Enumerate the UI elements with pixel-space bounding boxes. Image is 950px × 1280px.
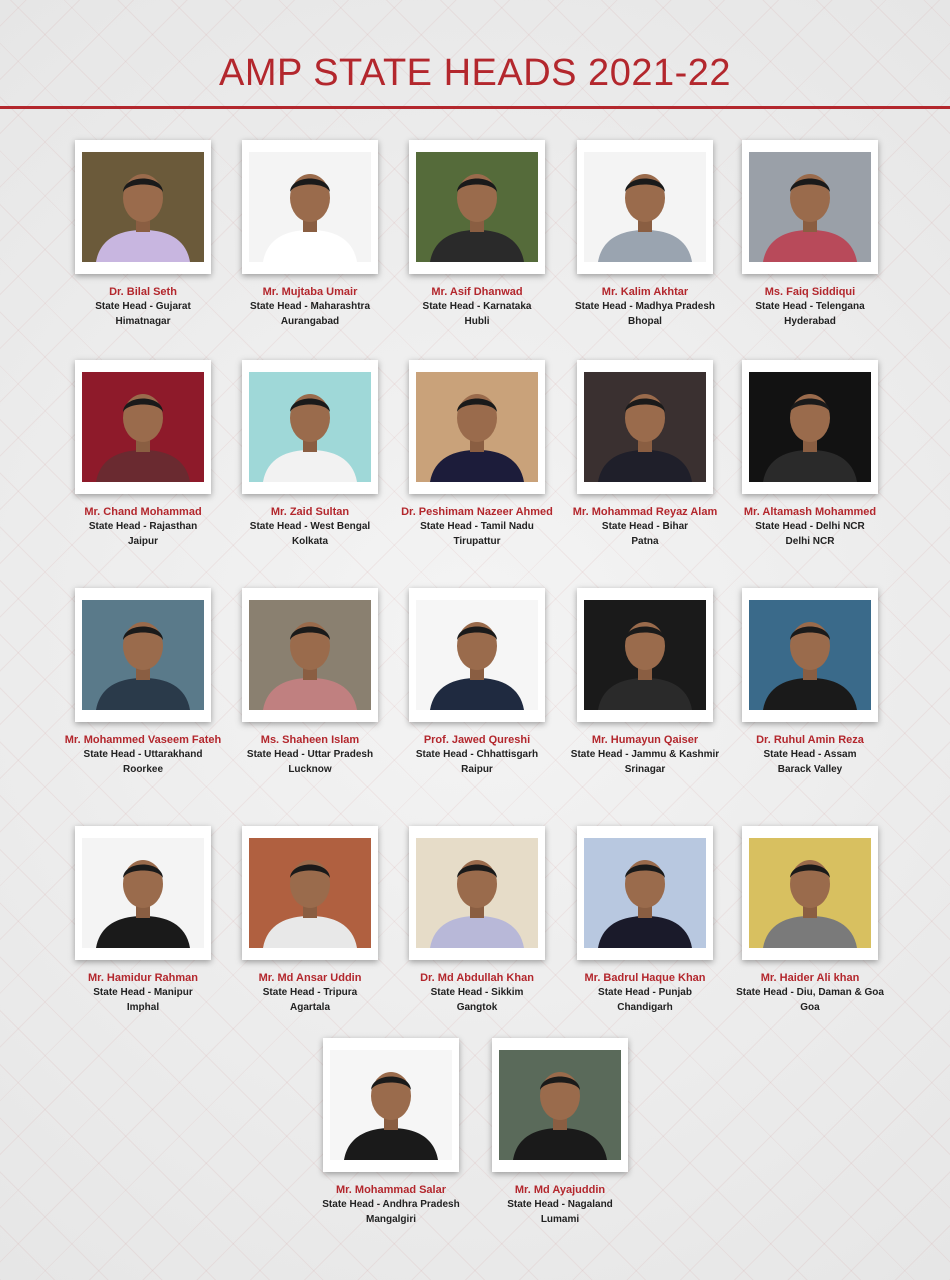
photo-frame bbox=[742, 588, 878, 722]
head-name: Mr. Badrul Haque Khan bbox=[584, 972, 706, 984]
state-head-card bbox=[560, 140, 730, 328]
head-name: Dr. Md Abdullah Khan bbox=[420, 972, 534, 984]
head-city: Lumami bbox=[540, 1214, 580, 1225]
head-city: Gangtok bbox=[456, 1002, 498, 1013]
head-name: Prof. Jawed Qureshi bbox=[423, 734, 531, 746]
head-role: State Head - Manipur bbox=[93, 987, 193, 998]
portrait-photo bbox=[249, 600, 371, 710]
head-role: State Head - Diu, Daman & Goa bbox=[736, 987, 884, 998]
title-divider bbox=[0, 106, 950, 109]
head-name: Mr. Md Ansar Uddin bbox=[258, 972, 362, 984]
head-city: Tirupattur bbox=[453, 536, 501, 547]
portrait-photo bbox=[416, 372, 538, 482]
head-role: State Head - Assam bbox=[763, 749, 857, 760]
head-name: Ms. Faiq Siddiqui bbox=[764, 286, 856, 298]
head-role: State Head - Tamil Nadu bbox=[420, 521, 534, 532]
head-city: Lucknow bbox=[288, 764, 332, 775]
portrait-photo bbox=[584, 600, 706, 710]
state-head-card bbox=[306, 1038, 476, 1226]
state-head-card bbox=[392, 826, 562, 1014]
state-head-card bbox=[58, 360, 228, 548]
head-role: State Head - Telengana bbox=[755, 301, 865, 312]
head-role: State Head - Tripura bbox=[262, 987, 358, 998]
portrait-photo bbox=[249, 838, 371, 948]
state-head-card bbox=[225, 826, 395, 1014]
head-city: Agartala bbox=[289, 1002, 330, 1013]
photo-frame bbox=[75, 140, 211, 274]
photo-frame bbox=[577, 826, 713, 960]
photo-frame bbox=[742, 140, 878, 274]
state-head-card bbox=[725, 826, 895, 1014]
head-role: State Head - Nagaland bbox=[507, 1199, 613, 1210]
head-city: Jaipur bbox=[127, 536, 158, 547]
photo-frame bbox=[742, 360, 878, 494]
state-head-card bbox=[560, 360, 730, 548]
head-name: Mr. Hamidur Rahman bbox=[87, 972, 199, 984]
head-role: State Head - West Bengal bbox=[249, 521, 371, 532]
head-city: Kolkata bbox=[291, 536, 329, 547]
portrait-photo bbox=[416, 600, 538, 710]
head-name: Mr. Mohammed Vaseem Fateh bbox=[64, 734, 222, 746]
photo-frame bbox=[75, 588, 211, 722]
portrait-photo bbox=[82, 372, 204, 482]
head-name: Dr. Bilal Seth bbox=[109, 286, 177, 298]
head-role: State Head - Uttarakhand bbox=[83, 749, 203, 760]
portrait-photo bbox=[749, 152, 871, 262]
photo-frame bbox=[577, 140, 713, 274]
head-city: Raipur bbox=[461, 764, 493, 775]
photo-frame bbox=[409, 360, 545, 494]
state-head-card bbox=[560, 588, 730, 776]
state-head-card bbox=[58, 826, 228, 1014]
head-city: Srinagar bbox=[624, 764, 666, 775]
state-head-card bbox=[225, 140, 395, 328]
head-name: Mr. Chand Mohammad bbox=[84, 506, 202, 518]
photo-frame bbox=[75, 826, 211, 960]
head-city: Mangalgiri bbox=[365, 1214, 416, 1225]
state-head-card bbox=[225, 588, 395, 776]
head-name: Mr. Humayun Qaiser bbox=[591, 734, 699, 746]
portrait-photo bbox=[749, 838, 871, 948]
state-head-card bbox=[725, 588, 895, 776]
photo-frame bbox=[242, 826, 378, 960]
portrait-photo bbox=[749, 600, 871, 710]
portrait-photo bbox=[584, 152, 706, 262]
photo-frame bbox=[242, 588, 378, 722]
portrait-photo bbox=[584, 372, 706, 482]
state-head-card bbox=[392, 588, 562, 776]
head-role: State Head - Uttar Pradesh bbox=[246, 749, 374, 760]
portrait-photo bbox=[249, 372, 371, 482]
portrait-photo bbox=[82, 152, 204, 262]
page-title: AMP STATE HEADS 2021-22 bbox=[218, 52, 732, 94]
head-name: Mr. Md Ayajuddin bbox=[514, 1184, 606, 1196]
state-head-card bbox=[392, 360, 562, 548]
head-city: Delhi NCR bbox=[785, 536, 835, 547]
head-name: Ms. Shaheen Islam bbox=[260, 734, 360, 746]
head-role: State Head - Karnataka bbox=[422, 301, 532, 312]
state-head-card bbox=[475, 1038, 645, 1226]
state-head-card bbox=[58, 140, 228, 328]
state-head-card bbox=[725, 360, 895, 548]
portrait-photo bbox=[82, 838, 204, 948]
head-name: Mr. Zaid Sultan bbox=[270, 506, 350, 518]
portrait-photo bbox=[499, 1050, 621, 1160]
head-city: Goa bbox=[800, 1002, 820, 1013]
portrait-photo bbox=[82, 600, 204, 710]
photo-frame bbox=[409, 826, 545, 960]
state-head-card bbox=[560, 826, 730, 1014]
head-name: Dr. Peshimam Nazeer Ahmed bbox=[401, 506, 553, 518]
head-role: State Head - Jammu & Kashmir bbox=[570, 749, 720, 760]
head-city: Himatnagar bbox=[115, 316, 171, 327]
head-role: State Head - Sikkim bbox=[430, 987, 524, 998]
portrait-photo bbox=[749, 372, 871, 482]
head-role: State Head - Rajasthan bbox=[88, 521, 198, 532]
portrait-photo bbox=[584, 838, 706, 948]
head-city: Hubli bbox=[464, 316, 490, 327]
head-role: State Head - Gujarat bbox=[95, 301, 191, 312]
head-name: Mr. Haider Ali khan bbox=[760, 972, 860, 984]
head-city: Imphal bbox=[126, 1002, 160, 1013]
state-head-card bbox=[392, 140, 562, 328]
photo-frame bbox=[242, 360, 378, 494]
head-role: State Head - Bihar bbox=[601, 521, 689, 532]
head-role: State Head - Maharashtra bbox=[249, 301, 371, 312]
head-city: Chandigarh bbox=[617, 1002, 673, 1013]
head-name: Mr. Kalim Akhtar bbox=[601, 286, 689, 298]
state-head-card bbox=[725, 140, 895, 328]
head-name: Mr. Mohammad Reyaz Alam bbox=[572, 506, 718, 518]
state-head-card bbox=[225, 360, 395, 548]
head-city: Patna bbox=[631, 536, 659, 547]
head-role: State Head - Andhra Pradesh bbox=[322, 1199, 460, 1210]
photo-frame bbox=[242, 140, 378, 274]
head-name: Mr. Mujtaba Umair bbox=[262, 286, 358, 298]
photo-frame bbox=[577, 588, 713, 722]
photo-frame bbox=[323, 1038, 459, 1172]
head-role: State Head - Punjab bbox=[598, 987, 692, 998]
portrait-photo bbox=[416, 152, 538, 262]
photo-frame bbox=[492, 1038, 628, 1172]
head-city: Aurangabad bbox=[280, 316, 340, 327]
photo-frame bbox=[409, 588, 545, 722]
head-name: Dr. Ruhul Amin Reza bbox=[756, 734, 864, 746]
portrait-photo bbox=[249, 152, 371, 262]
head-name: Mr. Asif Dhanwad bbox=[431, 286, 523, 298]
head-city: Roorkee bbox=[122, 764, 163, 775]
head-city: Hyderabad bbox=[784, 316, 836, 327]
portrait-photo bbox=[416, 838, 538, 948]
head-city: Barack Valley bbox=[777, 764, 843, 775]
head-role: State Head - Delhi NCR bbox=[755, 521, 865, 532]
photo-frame bbox=[75, 360, 211, 494]
head-role: State Head - Chhattisgarh bbox=[415, 749, 539, 760]
head-role: State Head - Madhya Pradesh bbox=[574, 301, 716, 312]
photo-frame bbox=[409, 140, 545, 274]
head-name: Mr. Mohammad Salar bbox=[335, 1184, 447, 1196]
photo-frame bbox=[742, 826, 878, 960]
head-city: Bhopal bbox=[628, 316, 662, 327]
state-head-card bbox=[58, 588, 228, 776]
photo-frame bbox=[577, 360, 713, 494]
head-name: Mr. Altamash Mohammed bbox=[743, 506, 877, 518]
portrait-photo bbox=[330, 1050, 452, 1160]
